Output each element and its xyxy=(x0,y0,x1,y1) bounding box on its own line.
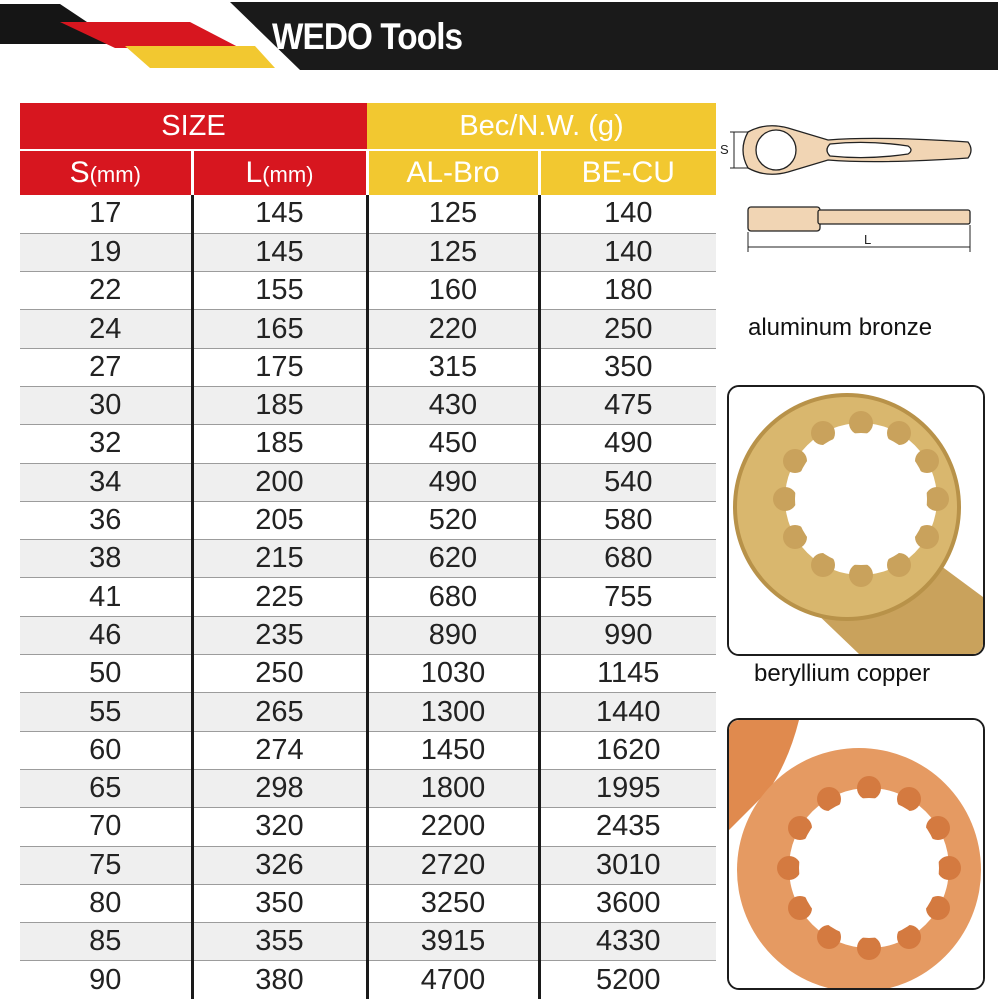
table-row xyxy=(20,808,716,846)
cell-be-cu: 5200 xyxy=(539,961,716,999)
table-row xyxy=(20,501,716,539)
cell-be-cu: 475 xyxy=(539,386,716,424)
cell-s: 32 xyxy=(20,425,192,463)
cell-s: 38 xyxy=(20,540,192,578)
cell-s: 46 xyxy=(20,616,192,654)
cell-al-bro: 160 xyxy=(367,272,539,310)
cell-al-bro: 2720 xyxy=(367,846,539,884)
size-group-header: SIZE xyxy=(20,103,367,150)
cell-s: 65 xyxy=(20,769,192,807)
cell-l: 175 xyxy=(192,348,367,386)
cell-be-cu: 1440 xyxy=(539,693,716,731)
cell-al-bro: 2200 xyxy=(367,808,539,846)
cell-be-cu: 540 xyxy=(539,463,716,501)
cell-be-cu: 580 xyxy=(539,501,716,539)
cell-s: 30 xyxy=(20,386,192,424)
cell-al-bro: 1450 xyxy=(367,731,539,769)
cell-be-cu: 180 xyxy=(539,272,716,310)
table-row xyxy=(20,310,716,348)
table-row xyxy=(20,578,716,616)
table-body xyxy=(20,195,716,999)
cell-al-bro: 4700 xyxy=(367,961,539,999)
table-row xyxy=(20,233,716,271)
cell-s: 60 xyxy=(20,731,192,769)
cell-s: 70 xyxy=(20,808,192,846)
table-row xyxy=(20,348,716,386)
cell-be-cu: 350 xyxy=(539,348,716,386)
cell-l: 185 xyxy=(192,425,367,463)
cell-l: 155 xyxy=(192,272,367,310)
cell-be-cu: 250 xyxy=(539,310,716,348)
cell-al-bro: 125 xyxy=(367,233,539,271)
flag-stripes-graphic xyxy=(0,0,1000,72)
cell-be-cu: 1620 xyxy=(539,731,716,769)
cell-al-bro: 3250 xyxy=(367,884,539,922)
cell-s: 90 xyxy=(20,961,192,999)
cell-s: 41 xyxy=(20,578,192,616)
column-header-be-cu: BE-CU xyxy=(539,150,716,195)
cell-l: 355 xyxy=(192,923,367,961)
cell-s: 75 xyxy=(20,846,192,884)
cell-s: 36 xyxy=(20,501,192,539)
cell-be-cu: 990 xyxy=(539,616,716,654)
table-row xyxy=(20,195,716,233)
wrench-dimension-diagram xyxy=(718,110,988,270)
cell-l: 298 xyxy=(192,769,367,807)
cell-s: 22 xyxy=(20,272,192,310)
cell-l: 274 xyxy=(192,731,367,769)
cell-s: 19 xyxy=(20,233,192,271)
cell-s: 80 xyxy=(20,884,192,922)
cell-l: 320 xyxy=(192,808,367,846)
cell-be-cu: 140 xyxy=(539,233,716,271)
cell-be-cu: 1145 xyxy=(539,655,716,693)
cell-al-bro: 1030 xyxy=(367,655,539,693)
cell-s: 55 xyxy=(20,693,192,731)
cell-l: 235 xyxy=(192,616,367,654)
cell-be-cu: 1995 xyxy=(539,769,716,807)
table-row xyxy=(20,884,716,922)
table-row xyxy=(20,655,716,693)
cell-al-bro: 620 xyxy=(367,540,539,578)
header-banner xyxy=(0,0,1000,72)
l-dimension-label: L xyxy=(864,232,872,247)
cell-al-bro: 520 xyxy=(367,501,539,539)
table-row xyxy=(20,769,716,807)
table-row xyxy=(20,961,716,999)
cell-l: 225 xyxy=(192,578,367,616)
cell-s: 27 xyxy=(20,348,192,386)
cell-l: 215 xyxy=(192,540,367,578)
cell-be-cu: 140 xyxy=(539,195,716,233)
cell-al-bro: 3915 xyxy=(367,923,539,961)
table-row xyxy=(20,693,716,731)
cell-l: 250 xyxy=(192,655,367,693)
brand-title: WEDO Tools xyxy=(272,16,463,57)
cell-l: 185 xyxy=(192,386,367,424)
column-header-s: S(mm) xyxy=(20,150,192,195)
cell-s: 50 xyxy=(20,655,192,693)
weight-group-header: Bec/N.W. (g) xyxy=(367,103,716,150)
cell-s: 17 xyxy=(20,195,192,233)
cell-l: 145 xyxy=(192,233,367,271)
cell-be-cu: 3600 xyxy=(539,884,716,922)
cell-al-bro: 220 xyxy=(367,310,539,348)
table-row xyxy=(20,731,716,769)
table-row xyxy=(20,616,716,654)
cell-l: 350 xyxy=(192,884,367,922)
table-row xyxy=(20,846,716,884)
cell-al-bro: 890 xyxy=(367,616,539,654)
cell-be-cu: 2435 xyxy=(539,808,716,846)
table-row xyxy=(20,463,716,501)
cell-l: 265 xyxy=(192,693,367,731)
table-row xyxy=(20,923,716,961)
caption-aluminum-bronze: aluminum bronze xyxy=(748,314,933,341)
cell-be-cu: 680 xyxy=(539,540,716,578)
s-dimension-label: S xyxy=(720,142,729,157)
cell-s: 34 xyxy=(20,463,192,501)
cell-al-bro: 125 xyxy=(367,195,539,233)
table-row xyxy=(20,540,716,578)
cell-be-cu: 3010 xyxy=(539,846,716,884)
spec-table xyxy=(20,103,716,999)
cell-s: 24 xyxy=(20,310,192,348)
cell-l: 205 xyxy=(192,501,367,539)
cell-l: 200 xyxy=(192,463,367,501)
cell-al-bro: 490 xyxy=(367,463,539,501)
cell-l: 165 xyxy=(192,310,367,348)
cell-s: 85 xyxy=(20,923,192,961)
cell-al-bro: 315 xyxy=(367,348,539,386)
cell-al-bro: 430 xyxy=(367,386,539,424)
cell-al-bro: 1300 xyxy=(367,693,539,731)
table-row xyxy=(20,425,716,463)
cell-l: 380 xyxy=(192,961,367,999)
table-row xyxy=(20,386,716,424)
aluminum-bronze-wrench-image xyxy=(727,385,985,656)
column-header-l: L(mm) xyxy=(192,150,367,195)
cell-al-bro: 680 xyxy=(367,578,539,616)
caption-beryllium-copper: beryllium copper xyxy=(754,660,931,687)
beryllium-copper-wrench-image xyxy=(727,718,985,990)
cell-be-cu: 755 xyxy=(539,578,716,616)
cell-al-bro: 450 xyxy=(367,425,539,463)
cell-l: 145 xyxy=(192,195,367,233)
table-row xyxy=(20,272,716,310)
cell-be-cu: 4330 xyxy=(539,923,716,961)
cell-l: 326 xyxy=(192,846,367,884)
cell-be-cu: 490 xyxy=(539,425,716,463)
cell-al-bro: 1800 xyxy=(367,769,539,807)
column-header-al-bro: AL-Bro xyxy=(367,150,539,195)
